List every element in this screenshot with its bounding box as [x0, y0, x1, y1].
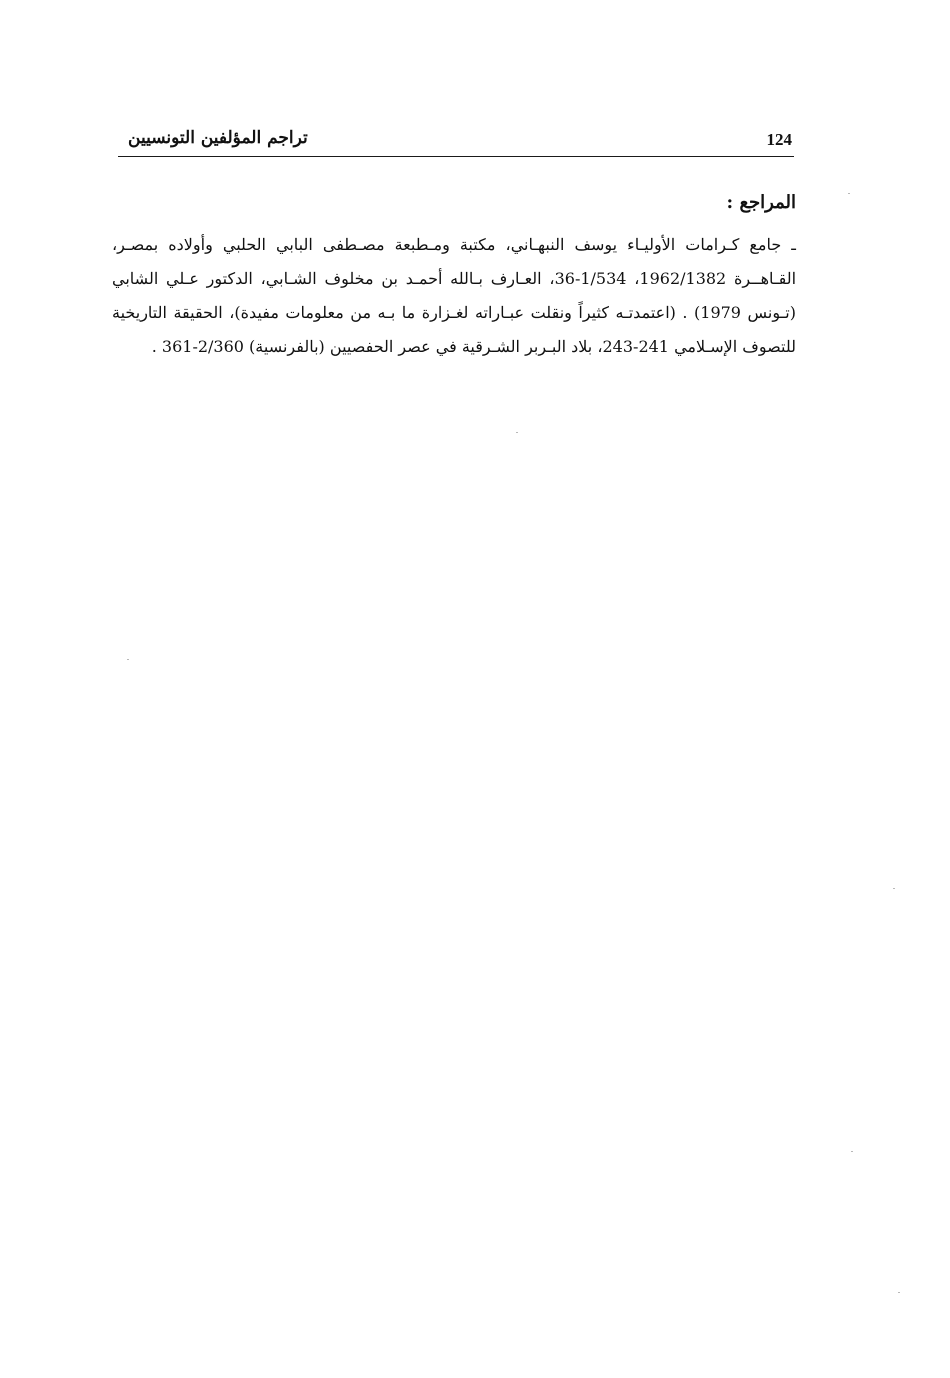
page-number: 124: [766, 130, 792, 149]
references-heading: المراجع :: [726, 192, 796, 213]
scan-speck: [127, 659, 129, 660]
scan-speck: [898, 1292, 900, 1293]
running-title: تراجم المؤلفين التونسيين: [128, 128, 308, 148]
references-section: [112, 188, 796, 364]
scan-speck: [848, 193, 850, 194]
scan-speck: [516, 432, 518, 433]
scan-speck: [893, 888, 895, 889]
references-list: [112, 228, 796, 364]
scan-speck: [851, 1151, 853, 1152]
page-header: [118, 124, 794, 157]
reference-item: ـ جامع كـرامات الأوليـاء يوسف النبهـاني، مكتبة ومـطبعة مصـطفى البابي الحلبي وأولاده بمصـر، القـاهــرة 1962/1382، 1/534-36، العـارف بـالله أحمـد بن مخلوف الشـابي، الدكتور عـلي الشابي (تـونس 1979) . (اعتمدتـه كثيراً ونقلت عبـاراته لغـزارة ما بـه من معلومات مفيدة)، الحقيقة التاريخية للتصوف الإسـلامي 241-243، بلاد البـربر الشـرقية في عصر الحفصيين (بالفرنسية) 2/360-361 .: [112, 235, 797, 356]
